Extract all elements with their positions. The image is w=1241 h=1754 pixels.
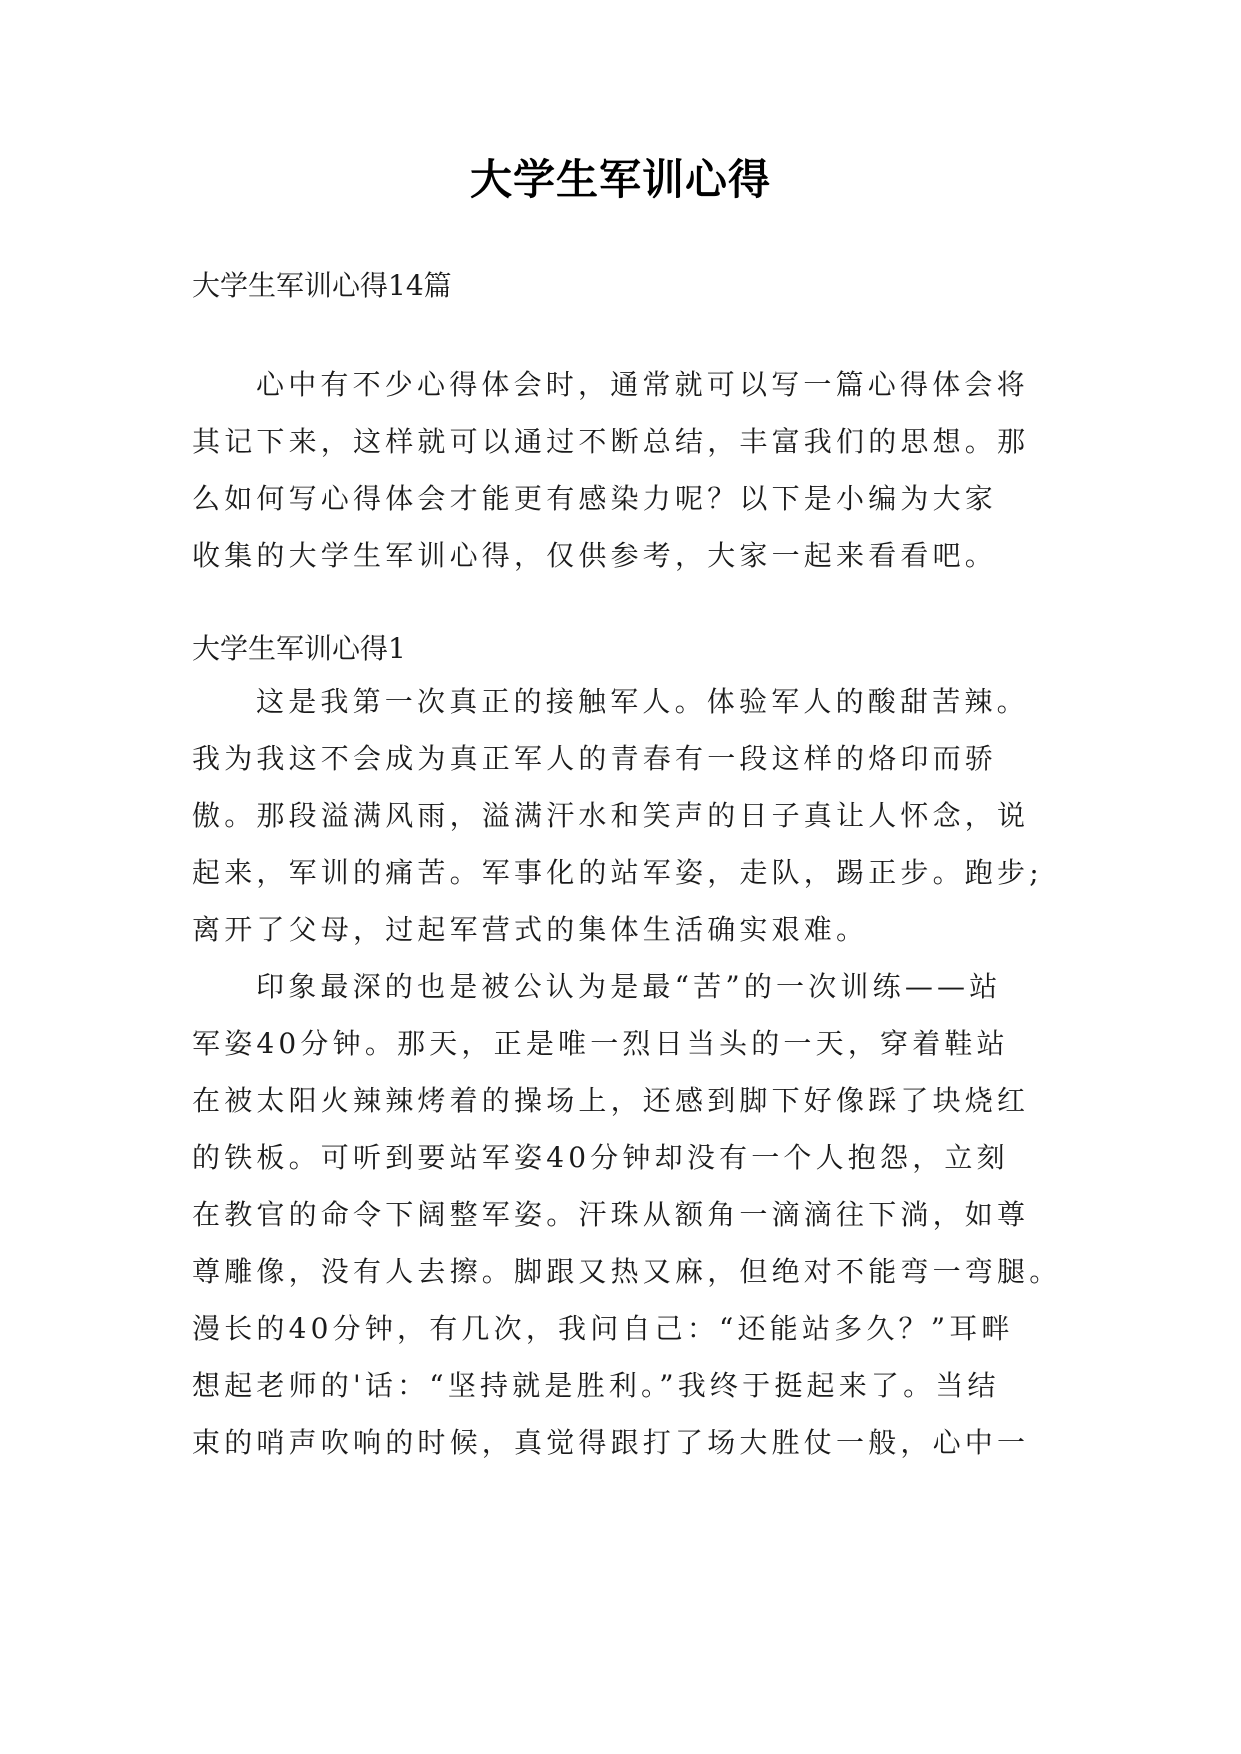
- paragraph-line: 尊雕像，没有人去擦。脚跟又热又麻，但绝对不能弯一弯腿。: [192, 1255, 1062, 1288]
- paragraph-line: 起来，军训的痛苦。军事化的站军姿，走队，踢正步。跑步;: [192, 856, 1043, 889]
- intro-line: 其记下来，这样就可以通过不断总结，丰富我们的思想。那: [192, 425, 1030, 458]
- document-subtitle: 大学生军训心得14篇: [192, 269, 452, 302]
- paragraph-line: 束的哨声吹响的时候，真觉得跟打了场大胜仗一般，心中一: [192, 1426, 1030, 1459]
- intro-line: 么如何写心得体会才能更有感染力呢？以下是小编为大家: [192, 482, 998, 515]
- page-title: 大学生军训心得: [469, 155, 771, 204]
- paragraph-line: 在教官的命令下阔整军姿。汗珠从额角一滴滴往下淌，如尊: [192, 1198, 1030, 1231]
- paragraph-line: 想起老师的'话：“坚持就是胜利。”我终于挺起来了。当结: [192, 1369, 1000, 1402]
- paragraph-line: 漫长的40分钟，有几次，我问自己：“还能站多久？”耳畔: [192, 1312, 1014, 1345]
- paragraph-line: 印象最深的也是被公认为是最“苦”的一次训练——站: [256, 970, 1002, 1003]
- paragraph-line: 在被太阳火辣辣烤着的操场上，还感到脚下好像踩了块烧红: [192, 1084, 1030, 1117]
- paragraph-line: 离开了父母，过起军营式的集体生活确实艰难。: [192, 913, 869, 946]
- section-heading: 大学生军训心得1: [192, 632, 406, 665]
- paragraph-line: 军姿40分钟。那天，正是唯一烈日当头的一天，穿着鞋站: [192, 1027, 1009, 1060]
- intro-line: 心中有不少心得体会时，通常就可以写一篇心得体会将: [256, 368, 1029, 401]
- paragraph-line: 的铁板。可听到要站军姿40分钟却没有一个人抱怨，立刻: [192, 1141, 1009, 1174]
- paragraph-line: 傲。那段溢满风雨，溢满汗水和笑声的日子真让人怀念，说: [192, 799, 1030, 832]
- paragraph-line: 这是我第一次真正的接触军人。体验军人的酸甜苦辣。: [256, 685, 1029, 718]
- paragraph-line: 我为我这不会成为真正军人的青春有一段这样的烙印而骄: [192, 742, 998, 775]
- intro-line: 收集的大学生军训心得，仅供参考，大家一起来看看吧。: [192, 539, 998, 572]
